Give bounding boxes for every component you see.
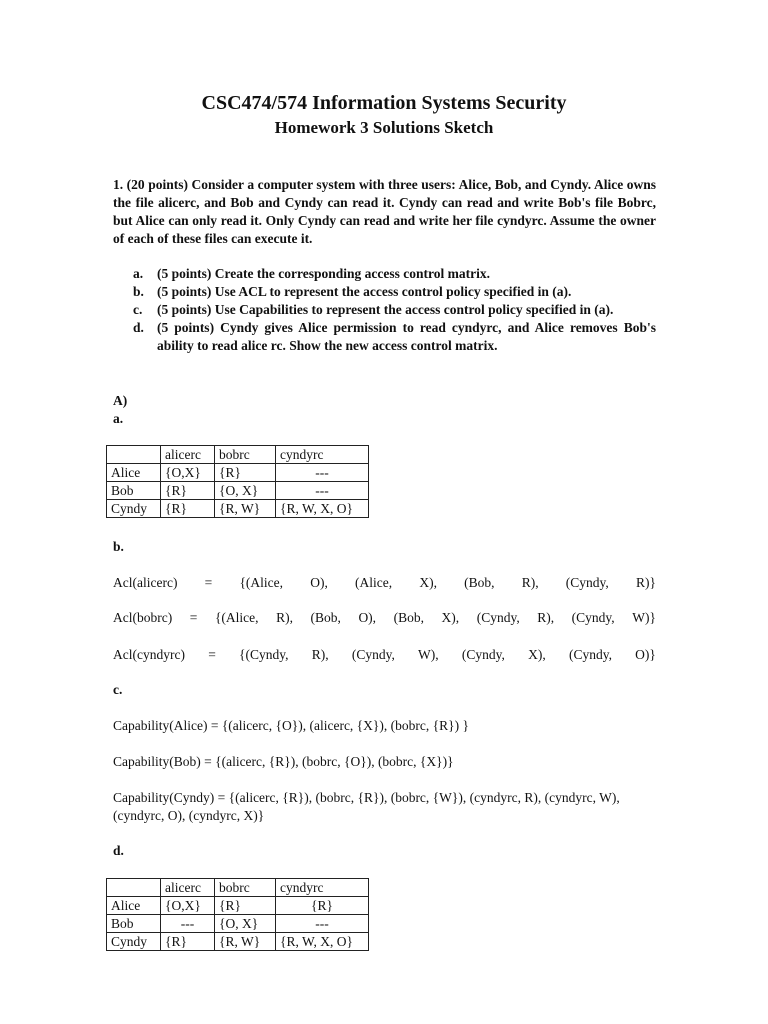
table-cell: Cyndy [107, 500, 161, 518]
access-matrix-d [106, 878, 369, 951]
acl-token: {(Alice, [239, 575, 284, 590]
part-text: (5 points) Create the corresponding access control matrix. [157, 266, 490, 281]
table-cell: alicerc [161, 879, 215, 897]
acl-token: X), [419, 575, 437, 590]
acl-token: Acl(cyndyrc) [113, 647, 185, 662]
table-row [107, 482, 369, 500]
acl-token: (Cyndy, [565, 575, 609, 590]
question-part-c [133, 301, 656, 319]
acl-token: (Alice, [355, 575, 393, 590]
part-text: (5 points) Use ACL to represent the access control policy specified in (a). [157, 284, 572, 299]
table-cell: Bob [107, 482, 161, 500]
acl-token: (Cyndy, [461, 647, 505, 662]
answer-b-label: b. [113, 539, 124, 554]
acl-line-bobrc [113, 610, 656, 626]
access-matrix-a [106, 445, 369, 518]
table-cell: {O, X} [215, 915, 276, 933]
part-letter: a. [133, 266, 144, 281]
table-cell: --- [276, 482, 369, 500]
table-cell: {R} [215, 897, 276, 915]
acl-token: O), [358, 610, 377, 625]
table-row [107, 500, 369, 518]
table-cell: {R} [161, 933, 215, 951]
question-parts [133, 265, 656, 355]
part-letter: d. [133, 320, 144, 335]
table-cell: {R, W} [215, 933, 276, 951]
acl-token: R), [521, 575, 539, 590]
answer-heading: A) [113, 393, 128, 408]
question-part-d [133, 319, 656, 355]
table-cell: --- [276, 915, 369, 933]
acl-token: (Cyndy, [351, 647, 395, 662]
document-title: CSC474/574 Information Systems Security [201, 92, 567, 114]
table-cell: bobrc [215, 879, 276, 897]
acl-token: R), [311, 647, 329, 662]
capability-alice: Capability(Alice) = {(alicerc, {O}), (alicerc, {X}), (bobrc, {R}) } [113, 718, 469, 733]
acl-token: (Bob, [393, 610, 424, 625]
acl-token: X), [528, 647, 546, 662]
document-subtitle: Homework 3 Solutions Sketch [274, 118, 494, 137]
acl-token: O)} [635, 647, 656, 662]
part-letter: b. [133, 284, 144, 299]
table-cell: {R} [161, 482, 215, 500]
acl-token: = [204, 575, 213, 590]
table-cell: --- [276, 464, 369, 482]
table-cell: Bob [107, 915, 161, 933]
acl-token: = [189, 610, 198, 625]
table-cell: bobrc [215, 446, 276, 464]
acl-token: R), [537, 610, 555, 625]
table-cell: {R, W, X, O} [276, 500, 369, 518]
table-cell: {O, X} [215, 482, 276, 500]
acl-token: {(Cyndy, [239, 647, 289, 662]
part-text: (5 points) Use Capabilities to represent the access control policy specified in (a). [157, 302, 614, 317]
table-cell: Alice [107, 464, 161, 482]
table-cell: cyndyrc [276, 879, 369, 897]
acl-token: R), [276, 610, 293, 625]
acl-token: Acl(alicerc) [113, 575, 178, 590]
part-letter: c. [133, 302, 143, 317]
acl-token: = [208, 647, 216, 662]
table-cell: {R, W} [215, 500, 276, 518]
table-cell: --- [161, 915, 215, 933]
answer-a-label: a. [113, 411, 124, 426]
table-cell: alicerc [161, 446, 215, 464]
table-cell: {O,X} [161, 464, 215, 482]
table-row [107, 464, 369, 482]
acl-token: (Cyndy, [571, 610, 615, 625]
table-cell [107, 879, 161, 897]
acl-token: {(Alice, [214, 610, 259, 625]
acl-token: W)} [632, 610, 656, 625]
acl-token: (Cyndy, [476, 610, 520, 625]
capability-cyndy: Capability(Cyndy) = {(alicerc, {R}), (bobrc, {R}), (bobrc, {W}), (cyndyrc, R), (cyndyrc, W), (cyndyrc, O), (cyndyrc, X)} [113, 790, 620, 823]
table-row [107, 897, 369, 915]
acl-token: R)} [635, 575, 656, 590]
acl-token: (Cyndy, [568, 647, 612, 662]
question-part-b [133, 283, 656, 301]
table-cell: {R} [215, 464, 276, 482]
table-header-row [107, 879, 369, 897]
acl-token: Acl(bobrc) [113, 610, 173, 625]
table-cell: {R} [276, 897, 369, 915]
table-cell: Cyndy [107, 933, 161, 951]
question-part-a [133, 265, 656, 283]
table-header-row [107, 446, 369, 464]
acl-token: X), [441, 610, 460, 625]
answer-c-label: c. [113, 682, 123, 697]
acl-line-cyndyrc [113, 647, 656, 663]
acl-token: O), [310, 575, 328, 590]
table-row [107, 915, 369, 933]
acl-line-alicerc [113, 575, 656, 591]
part-text: (5 points) Cyndy gives Alice permission to read cyndyrc, and Alice removes Bob's ability to read alice rc. Show the new access control matrix. [157, 320, 656, 353]
capability-bob: Capability(Bob) = {(alicerc, {R}), (bobrc, {O}), (bobrc, {X})} [113, 754, 454, 769]
table-cell: cyndyrc [276, 446, 369, 464]
table-cell: {O,X} [161, 897, 215, 915]
answer-d-label: d. [113, 843, 124, 858]
acl-token: W), [418, 647, 439, 662]
table-cell: {R, W, X, O} [276, 933, 369, 951]
question-text: 1. (20 points) Consider a computer system with three users: Alice, Bob, and Cyndy. Alice owns the file alicerc, and Bob and Cyndy can read it. Cyndy can read and write Bob's file Bobrc, but Alice can only read it. Only Cyndy can read and write her file cyndyrc. Assume the owner of each of these files can execute it. [113, 177, 656, 246]
table-cell: Alice [107, 897, 161, 915]
table-cell [107, 446, 161, 464]
table-cell: {R} [161, 500, 215, 518]
acl-token: (Bob, [310, 610, 341, 625]
acl-token: (Bob, [464, 575, 495, 590]
table-row [107, 933, 369, 951]
